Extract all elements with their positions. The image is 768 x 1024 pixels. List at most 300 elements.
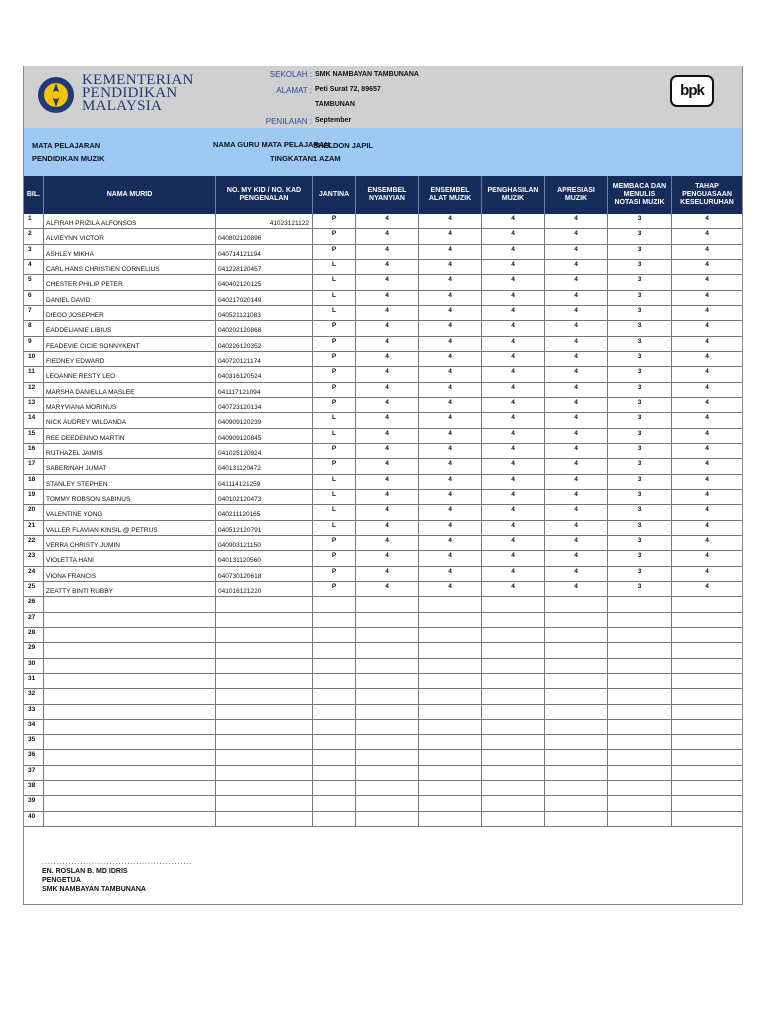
table-row <box>24 597 742 612</box>
cell-s5 <box>607 796 671 810</box>
cell-s6 <box>671 628 742 642</box>
cell-bil: 10 <box>28 352 36 360</box>
cell-jantina: L <box>312 521 355 535</box>
cell-name: VERRA CHRISTY JUMIN <box>43 536 215 550</box>
cell-s5 <box>607 735 671 749</box>
table-header <box>24 176 742 214</box>
cell-s4 <box>544 781 607 795</box>
cell-s3: 4 <box>481 459 544 473</box>
cell-s5: 3 <box>607 459 671 473</box>
cell-id: 041228120457 <box>215 260 312 274</box>
col-ensembel-nyanyian: ENSEMBEL NYANYIAN <box>355 176 418 214</box>
ministry-logo <box>36 72 206 120</box>
cell-s2 <box>418 659 481 673</box>
cell-name: ASHLEY MIKHA <box>43 245 215 259</box>
cell-id: 040909120845 <box>215 429 312 443</box>
cell-s4 <box>544 643 607 657</box>
cell-s1: 4 <box>355 459 418 473</box>
cell-jantina: P <box>312 321 355 335</box>
cell-name: EADDELIANIE LIBIUS <box>43 321 215 335</box>
cell-s6: 4 <box>671 429 742 443</box>
cell-s6: 4 <box>671 551 742 565</box>
cell-bil: 6 <box>28 291 32 299</box>
cell-bil: 23 <box>28 552 36 560</box>
col-apresiasi-muzik: APRESIASI MUZIK <box>544 176 607 214</box>
cell-s6: 4 <box>671 398 742 412</box>
cell-bil: 17 <box>28 460 36 468</box>
cell-jantina: P <box>312 367 355 381</box>
cell-name: MARSHA DANIELLA MASLEE <box>43 383 215 397</box>
cell-bil: 8 <box>28 322 32 330</box>
cell-id: 040512120791 <box>215 521 312 535</box>
cell-s4: 4 <box>544 321 607 335</box>
table-row <box>24 214 742 229</box>
cell-s5: 3 <box>607 275 671 289</box>
cell-id <box>215 597 312 611</box>
cell-s5: 3 <box>607 429 671 443</box>
cell-s3: 4 <box>481 245 544 259</box>
cell-s5: 3 <box>607 245 671 259</box>
cell-s6: 4 <box>671 475 742 489</box>
cell-s2: 4 <box>418 337 481 351</box>
cell-s4: 4 <box>544 337 607 351</box>
cell-id: 040720121174 <box>215 352 312 366</box>
cell-s1 <box>355 735 418 749</box>
cell-s2 <box>418 766 481 780</box>
cell-s5: 3 <box>607 536 671 550</box>
cell-id <box>215 796 312 810</box>
cell-jantina <box>312 613 355 627</box>
cell-s3 <box>481 643 544 657</box>
cell-jantina <box>312 705 355 719</box>
cell-s2: 4 <box>418 551 481 565</box>
cell-id: 041025120924 <box>215 444 312 458</box>
cell-s3: 4 <box>481 383 544 397</box>
cell-s6: 4 <box>671 321 742 335</box>
cell-bil: 14 <box>28 414 36 422</box>
cell-s5: 3 <box>607 413 671 427</box>
cell-s5: 3 <box>607 367 671 381</box>
bpk-logo: bpk <box>670 75 714 107</box>
table-row <box>24 735 742 750</box>
cell-s1 <box>355 659 418 673</box>
table-row <box>24 628 742 643</box>
logo-line-2: PENDIDIKAN <box>82 85 178 101</box>
cell-jantina: P <box>312 567 355 581</box>
table-row <box>24 413 742 428</box>
cell-name: MARYVIANA MORINUS <box>43 398 215 412</box>
cell-s4: 4 <box>544 245 607 259</box>
table-row <box>24 383 742 398</box>
cell-s3: 4 <box>481 321 544 335</box>
cell-s4: 4 <box>544 490 607 504</box>
cell-s1: 4 <box>355 551 418 565</box>
cell-bil: 19 <box>28 490 36 498</box>
table-row <box>24 750 742 765</box>
cell-s5: 3 <box>607 551 671 565</box>
cell-s5: 3 <box>607 306 671 320</box>
cell-s3: 4 <box>481 551 544 565</box>
cell-id: 040226120352 <box>215 337 312 351</box>
cell-name: VIONA FRANCIS <box>43 567 215 581</box>
table-row <box>24 781 742 796</box>
col-membaca-menulis-notasi: MEMBACA DAN MENULIS NOTASI MUZIK <box>607 176 671 214</box>
cell-id: 040102120473 <box>215 490 312 504</box>
cell-s1: 4 <box>355 337 418 351</box>
cell-name <box>43 796 215 810</box>
cell-jantina <box>312 735 355 749</box>
table-row <box>24 275 742 290</box>
cell-s4 <box>544 689 607 703</box>
cell-jantina <box>312 659 355 673</box>
cell-s3: 4 <box>481 444 544 458</box>
table-row <box>24 352 742 367</box>
cell-s3: 4 <box>481 352 544 366</box>
cell-s1: 4 <box>355 490 418 504</box>
cell-s6: 4 <box>671 337 742 351</box>
penilaian-value: September <box>315 117 352 124</box>
cell-jantina: L <box>312 413 355 427</box>
cell-id <box>215 781 312 795</box>
cell-s1: 4 <box>355 291 418 305</box>
cell-s6: 4 <box>671 260 742 274</box>
cell-jantina: P <box>312 214 355 228</box>
cell-s5: 3 <box>607 321 671 335</box>
cell-s6 <box>671 812 742 826</box>
cell-s4 <box>544 766 607 780</box>
cell-jantina: L <box>312 306 355 320</box>
cell-s3: 4 <box>481 567 544 581</box>
table-row <box>24 260 742 275</box>
cell-s1 <box>355 689 418 703</box>
cell-s5: 3 <box>607 229 671 243</box>
cell-s1: 4 <box>355 229 418 243</box>
logo-line-3: MALAYSIA <box>82 98 163 114</box>
cell-s5 <box>607 781 671 795</box>
cell-s2 <box>418 750 481 764</box>
cell-id: 040730120618 <box>215 567 312 581</box>
cell-s6 <box>671 597 742 611</box>
col-nama-murid: NAMA MURID <box>43 176 215 214</box>
cell-s4: 4 <box>544 567 607 581</box>
cell-name: DANIEL DAVID <box>43 291 215 305</box>
cell-s4: 4 <box>544 582 607 596</box>
cell-s4 <box>544 735 607 749</box>
cell-s4 <box>544 750 607 764</box>
cell-s1: 4 <box>355 444 418 458</box>
alamat-value-2: TAMBUNAN <box>315 101 355 108</box>
principal-school: SMK NAMBAYAN TAMBUNANA <box>42 886 146 893</box>
cell-id <box>215 766 312 780</box>
cell-s2: 4 <box>418 413 481 427</box>
cell-s1: 4 <box>355 367 418 381</box>
col-no-kad: NO. MY KID / NO. KAD PENGENALAN <box>215 176 312 214</box>
cell-s2: 4 <box>418 521 481 535</box>
cell-s5 <box>607 689 671 703</box>
cell-s4: 4 <box>544 536 607 550</box>
cell-bil: 4 <box>28 260 32 268</box>
cell-s5 <box>607 643 671 657</box>
cell-s5: 3 <box>607 567 671 581</box>
cell-jantina: P <box>312 229 355 243</box>
cell-s3: 4 <box>481 214 544 228</box>
cell-name: RUTHAZEL JAIMIS <box>43 444 215 458</box>
cell-s2: 4 <box>418 306 481 320</box>
cell-name: ZEATTY BINTI RUBBY <box>43 582 215 596</box>
cell-s2 <box>418 720 481 734</box>
cell-jantina: L <box>312 475 355 489</box>
cell-jantina: P <box>312 459 355 473</box>
table-row <box>24 643 742 658</box>
cell-name <box>43 766 215 780</box>
table-row <box>24 475 742 490</box>
cell-s5 <box>607 659 671 673</box>
cell-s4 <box>544 796 607 810</box>
cell-bil: 35 <box>28 736 36 744</box>
cell-name <box>43 597 215 611</box>
table-row <box>24 306 742 321</box>
cell-s3: 4 <box>481 275 544 289</box>
cell-jantina: L <box>312 260 355 274</box>
cell-s1: 4 <box>355 245 418 259</box>
cell-bil: 40 <box>28 812 36 820</box>
cell-s3 <box>481 628 544 642</box>
cell-jantina <box>312 781 355 795</box>
table-row <box>24 582 742 597</box>
cell-bil: 24 <box>28 567 36 575</box>
cell-s2 <box>418 643 481 657</box>
cell-s6 <box>671 735 742 749</box>
table-row <box>24 505 742 520</box>
cell-name: ALVIEYNN VICTOR <box>43 229 215 243</box>
cell-s4 <box>544 628 607 642</box>
cell-bil: 32 <box>28 690 36 698</box>
cell-name <box>43 781 215 795</box>
cell-s6 <box>671 766 742 780</box>
tingkatan-value: 1 AZAM <box>313 154 341 163</box>
cell-name <box>43 705 215 719</box>
cell-bil: 38 <box>28 782 36 790</box>
cell-s6 <box>671 705 742 719</box>
cell-s6: 4 <box>671 444 742 458</box>
cell-s6 <box>671 796 742 810</box>
cell-name: CHESTER PHILIP PETER <box>43 275 215 289</box>
table-row <box>24 459 742 474</box>
cell-s6 <box>671 659 742 673</box>
cell-s2: 4 <box>418 536 481 550</box>
cell-id <box>215 659 312 673</box>
cell-name <box>43 750 215 764</box>
cell-s1: 4 <box>355 475 418 489</box>
cell-jantina <box>312 812 355 826</box>
cell-bil: 33 <box>28 705 36 713</box>
cell-bil: 27 <box>28 613 36 621</box>
cell-s6 <box>671 781 742 795</box>
cell-s2 <box>418 705 481 719</box>
cell-jantina: P <box>312 582 355 596</box>
signature-line: ................................................... <box>42 859 193 866</box>
cell-s2: 4 <box>418 260 481 274</box>
cell-s4: 4 <box>544 229 607 243</box>
cell-s3: 4 <box>481 582 544 596</box>
cell-s5 <box>607 750 671 764</box>
cell-s1 <box>355 766 418 780</box>
cell-s5 <box>607 812 671 826</box>
cell-jantina <box>312 766 355 780</box>
cell-bil: 31 <box>28 674 36 682</box>
cell-name <box>43 812 215 826</box>
cell-s3: 4 <box>481 398 544 412</box>
cell-s4: 4 <box>544 398 607 412</box>
cell-id <box>215 750 312 764</box>
cell-s6: 4 <box>671 352 742 366</box>
cell-name <box>43 674 215 688</box>
cell-name <box>43 720 215 734</box>
cell-s5: 3 <box>607 214 671 228</box>
cell-s4: 4 <box>544 367 607 381</box>
ministry-name <box>82 74 194 113</box>
cell-jantina: P <box>312 398 355 412</box>
cell-bil: 3 <box>28 245 32 253</box>
cell-id <box>215 720 312 734</box>
cell-s5 <box>607 720 671 734</box>
cell-s1 <box>355 628 418 642</box>
cell-s4: 4 <box>544 352 607 366</box>
cell-s5: 3 <box>607 490 671 504</box>
cell-s3: 4 <box>481 505 544 519</box>
cell-s2: 4 <box>418 367 481 381</box>
cell-jantina <box>312 720 355 734</box>
cell-s1: 4 <box>355 352 418 366</box>
cell-name <box>43 613 215 627</box>
cell-s2 <box>418 597 481 611</box>
cell-s1: 4 <box>355 429 418 443</box>
col-bil: BIL. <box>26 191 41 198</box>
cell-s5 <box>607 613 671 627</box>
cell-s2 <box>418 613 481 627</box>
cell-bil: 16 <box>28 444 36 452</box>
cell-s6: 4 <box>671 291 742 305</box>
table-row <box>24 720 742 735</box>
cell-s1: 4 <box>355 413 418 427</box>
cell-s6: 4 <box>671 536 742 550</box>
cell-s4: 4 <box>544 505 607 519</box>
cell-id: 040723120134 <box>215 398 312 412</box>
cell-s4: 4 <box>544 291 607 305</box>
student-table <box>24 214 742 827</box>
cell-s5: 3 <box>607 337 671 351</box>
principal-name: EN. ROSLAN B. MD IDRIS <box>42 868 128 875</box>
table-row <box>24 229 742 244</box>
cell-s4: 4 <box>544 306 607 320</box>
cell-jantina <box>312 597 355 611</box>
table-row <box>24 321 742 336</box>
cell-s6 <box>671 720 742 734</box>
cell-s2: 4 <box>418 291 481 305</box>
cell-name: FIEDNEY EDWARD <box>43 352 215 366</box>
cell-s6: 4 <box>671 521 742 535</box>
cell-s2 <box>418 628 481 642</box>
cell-name: DIEGO JOSEPHER <box>43 306 215 320</box>
cell-s1: 4 <box>355 214 418 228</box>
cell-s4: 4 <box>544 413 607 427</box>
cell-name: REE DEEDENNO MARTIN <box>43 429 215 443</box>
cell-name: VIOLETTA HANI <box>43 551 215 565</box>
cell-s3 <box>481 796 544 810</box>
cell-s4 <box>544 812 607 826</box>
cell-s6: 4 <box>671 505 742 519</box>
sekolah-label: SEKOLAH : <box>269 70 312 79</box>
cell-s2: 4 <box>418 245 481 259</box>
cell-s1: 4 <box>355 260 418 274</box>
cell-s3: 4 <box>481 413 544 427</box>
cell-s6 <box>671 674 742 688</box>
alamat-label: ALAMAT : <box>276 86 312 95</box>
nama-guru-value: SHELDON JAPIL <box>313 141 374 150</box>
cell-s5: 3 <box>607 291 671 305</box>
cell-s3: 4 <box>481 260 544 274</box>
cell-bil: 1 <box>28 215 32 222</box>
cell-s1: 4 <box>355 521 418 535</box>
cell-s6: 4 <box>671 306 742 320</box>
table-row <box>24 490 742 505</box>
cell-s1 <box>355 781 418 795</box>
cell-s1 <box>355 720 418 734</box>
cell-s6: 4 <box>671 413 742 427</box>
cell-s6 <box>671 750 742 764</box>
cell-id <box>215 705 312 719</box>
cell-jantina: L <box>312 429 355 443</box>
cell-s1 <box>355 643 418 657</box>
col-jantina: JANTINA <box>312 176 355 214</box>
cell-bil: 12 <box>28 383 36 391</box>
cell-id: 040521121083 <box>215 306 312 320</box>
header-band <box>24 66 742 128</box>
cell-s5 <box>607 766 671 780</box>
cell-jantina: L <box>312 275 355 289</box>
cell-s6: 4 <box>671 490 742 504</box>
cell-s6: 4 <box>671 567 742 581</box>
cell-s3: 4 <box>481 337 544 351</box>
cell-id: 040202120868 <box>215 321 312 335</box>
cell-jantina: P <box>312 551 355 565</box>
table-row <box>24 337 742 352</box>
cell-s6: 4 <box>671 582 742 596</box>
cell-s1: 4 <box>355 306 418 320</box>
cell-id: 040909120239 <box>215 413 312 427</box>
cell-id <box>215 735 312 749</box>
cell-bil: 21 <box>28 521 36 529</box>
cell-s2: 4 <box>418 459 481 473</box>
cell-s6: 4 <box>671 275 742 289</box>
cell-jantina: P <box>312 245 355 259</box>
cell-s3: 4 <box>481 429 544 443</box>
cell-bil: 13 <box>28 398 36 406</box>
cell-s5 <box>607 674 671 688</box>
table-row <box>24 367 742 382</box>
signature-block <box>42 858 192 894</box>
cell-name: TOMMY ROBSON SABINUS <box>43 490 215 504</box>
cell-s3 <box>481 613 544 627</box>
ministry-emblem-icon <box>36 75 76 115</box>
table-row <box>24 796 742 811</box>
cell-s3 <box>481 781 544 795</box>
table-row <box>24 659 742 674</box>
cell-jantina: L <box>312 505 355 519</box>
cell-s2: 4 <box>418 429 481 443</box>
tingkatan-label: TINGKATAN: <box>270 154 316 163</box>
cell-s1: 4 <box>355 567 418 581</box>
